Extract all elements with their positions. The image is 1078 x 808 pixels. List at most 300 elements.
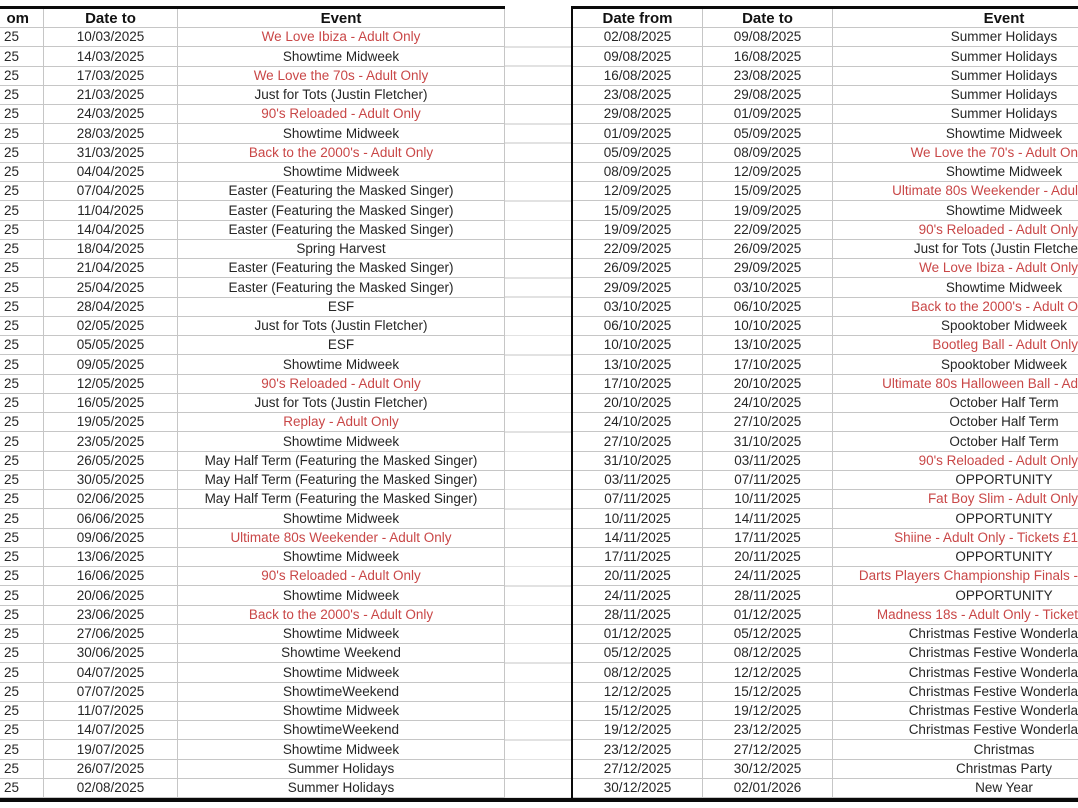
event-cell: Easter (Featuring the Masked Singer) bbox=[178, 221, 505, 240]
event-cell: October Half Term bbox=[833, 394, 1078, 413]
date-to-cell: 21/04/2025 bbox=[44, 259, 178, 278]
date-from-cell-partial: 25 bbox=[0, 317, 44, 336]
date-to-cell: 28/03/2025 bbox=[44, 124, 178, 143]
table-row bbox=[573, 567, 1078, 586]
date-from-cell: 01/12/2025 bbox=[573, 625, 703, 644]
column-header-date-from-partial: om bbox=[0, 9, 44, 28]
event-cell: Bootleg Ball - Adult Only bbox=[833, 336, 1078, 355]
date-from-cell-partial: 25 bbox=[0, 221, 44, 240]
date-to-cell: 16/05/2025 bbox=[44, 394, 178, 413]
date-from-cell-partial: 25 bbox=[0, 336, 44, 355]
event-cell: OPPORTUNITY bbox=[833, 471, 1078, 490]
date-to-cell: 14/04/2025 bbox=[44, 221, 178, 240]
event-cell: Christmas Festive Wonderla bbox=[833, 721, 1078, 740]
date-to-cell: 19/09/2025 bbox=[703, 201, 833, 220]
date-from-cell: 20/10/2025 bbox=[573, 394, 703, 413]
event-cell: 90's Reloaded - Adult Only bbox=[178, 567, 505, 586]
date-from-cell: 30/12/2025 bbox=[573, 779, 703, 798]
table-row bbox=[573, 644, 1078, 663]
date-to-cell: 26/09/2025 bbox=[703, 240, 833, 259]
table-row bbox=[0, 548, 505, 567]
table-row bbox=[573, 375, 1078, 394]
event-cell: Christmas Festive Wonderla bbox=[833, 702, 1078, 721]
event-cell: Showtime Midweek bbox=[178, 432, 505, 451]
event-cell: Showtime Midweek bbox=[178, 663, 505, 682]
date-to-cell: 07/07/2025 bbox=[44, 683, 178, 702]
empty-spreadsheet-column bbox=[505, 9, 571, 802]
column-header-event: Event bbox=[178, 9, 505, 28]
date-to-cell: 15/12/2025 bbox=[703, 683, 833, 702]
date-from-cell: 22/09/2025 bbox=[573, 240, 703, 259]
event-cell: Christmas Festive Wonderla bbox=[833, 683, 1078, 702]
date-to-cell: 17/10/2025 bbox=[703, 355, 833, 374]
date-to-cell: 30/05/2025 bbox=[44, 471, 178, 490]
date-to-cell: 14/03/2025 bbox=[44, 47, 178, 66]
table-row bbox=[573, 355, 1078, 374]
table-row bbox=[573, 432, 1078, 451]
date-to-cell: 14/07/2025 bbox=[44, 721, 178, 740]
date-from-cell: 06/10/2025 bbox=[573, 317, 703, 336]
table-row bbox=[573, 760, 1078, 779]
date-to-cell: 07/11/2025 bbox=[703, 471, 833, 490]
table-row bbox=[0, 240, 505, 259]
date-from-cell-partial: 25 bbox=[0, 394, 44, 413]
table-row bbox=[0, 394, 505, 413]
event-cell: Showtime Midweek bbox=[833, 278, 1078, 297]
date-from-cell-partial: 25 bbox=[0, 259, 44, 278]
table-row bbox=[0, 567, 505, 586]
date-to-cell: 10/11/2025 bbox=[703, 490, 833, 509]
event-cell: Christmas Festive Wonderla bbox=[833, 625, 1078, 644]
event-cell: Summer Holidays bbox=[833, 47, 1078, 66]
date-from-cell-partial: 25 bbox=[0, 606, 44, 625]
table-row bbox=[573, 144, 1078, 163]
date-from-cell-partial: 25 bbox=[0, 47, 44, 66]
table-row bbox=[0, 529, 505, 548]
date-to-cell: 02/08/2025 bbox=[44, 779, 178, 798]
date-from-cell: 03/11/2025 bbox=[573, 471, 703, 490]
table-row bbox=[573, 105, 1078, 124]
table-row bbox=[573, 509, 1078, 528]
date-to-cell: 06/06/2025 bbox=[44, 509, 178, 528]
date-to-cell: 07/04/2025 bbox=[44, 182, 178, 201]
table-row bbox=[0, 452, 505, 471]
left-table-header-row bbox=[0, 9, 505, 28]
column-header-date-to: Date to bbox=[703, 9, 833, 28]
date-to-cell: 29/08/2025 bbox=[703, 86, 833, 105]
date-to-cell: 20/06/2025 bbox=[44, 586, 178, 605]
date-to-cell: 03/11/2025 bbox=[703, 452, 833, 471]
event-cell: Showtime Midweek bbox=[178, 586, 505, 605]
date-from-cell-partial: 25 bbox=[0, 298, 44, 317]
table-row bbox=[0, 201, 505, 220]
event-cell: Easter (Featuring the Masked Singer) bbox=[178, 182, 505, 201]
event-cell: Madness 18s - Adult Only - Ticket bbox=[833, 606, 1078, 625]
left-events-table bbox=[0, 6, 505, 802]
table-row bbox=[0, 740, 505, 759]
date-from-cell: 17/10/2025 bbox=[573, 375, 703, 394]
date-to-cell: 19/12/2025 bbox=[703, 702, 833, 721]
date-to-cell: 26/07/2025 bbox=[44, 760, 178, 779]
date-from-cell-partial: 25 bbox=[0, 67, 44, 86]
event-cell: Back to the 2000's - Adult O bbox=[833, 298, 1078, 317]
event-cell: OPPORTUNITY bbox=[833, 509, 1078, 528]
date-to-cell: 30/12/2025 bbox=[703, 760, 833, 779]
date-to-cell: 08/12/2025 bbox=[703, 644, 833, 663]
table-row bbox=[0, 471, 505, 490]
date-to-cell: 02/06/2025 bbox=[44, 490, 178, 509]
date-to-cell: 19/07/2025 bbox=[44, 740, 178, 759]
event-cell: Just for Tots (Justin Fletcher) bbox=[178, 317, 505, 336]
event-cell: Showtime Midweek bbox=[178, 548, 505, 567]
date-from-cell-partial: 25 bbox=[0, 432, 44, 451]
table-row bbox=[573, 702, 1078, 721]
date-from-cell: 26/09/2025 bbox=[573, 259, 703, 278]
event-cell: October Half Term bbox=[833, 413, 1078, 432]
date-to-cell: 27/10/2025 bbox=[703, 413, 833, 432]
event-cell: Shiine - Adult Only - Tickets £1 bbox=[833, 529, 1078, 548]
event-cell: Showtime Midweek bbox=[833, 163, 1078, 182]
table-row bbox=[0, 721, 505, 740]
table-row bbox=[0, 144, 505, 163]
date-to-cell: 16/08/2025 bbox=[703, 47, 833, 66]
table-row bbox=[0, 336, 505, 355]
date-from-cell: 27/10/2025 bbox=[573, 432, 703, 451]
table-row bbox=[0, 105, 505, 124]
date-to-cell: 17/03/2025 bbox=[44, 67, 178, 86]
event-cell: October Half Term bbox=[833, 432, 1078, 451]
table-row bbox=[0, 413, 505, 432]
table-row bbox=[573, 394, 1078, 413]
event-cell: Showtime Midweek bbox=[178, 625, 505, 644]
table-row bbox=[573, 221, 1078, 240]
date-from-cell-partial: 25 bbox=[0, 375, 44, 394]
table-row bbox=[573, 683, 1078, 702]
date-to-cell: 09/08/2025 bbox=[703, 28, 833, 47]
date-to-cell: 28/11/2025 bbox=[703, 586, 833, 605]
date-from-cell-partial: 25 bbox=[0, 163, 44, 182]
event-cell: OPPORTUNITY bbox=[833, 548, 1078, 567]
column-header-date-from: Date from bbox=[573, 9, 703, 28]
date-from-cell-partial: 25 bbox=[0, 721, 44, 740]
event-cell: Back to the 2000's - Adult Only bbox=[178, 144, 505, 163]
event-cell: May Half Term (Featuring the Masked Singer) bbox=[178, 490, 505, 509]
event-cell: Showtime Midweek bbox=[178, 740, 505, 759]
event-cell: May Half Term (Featuring the Masked Singer) bbox=[178, 471, 505, 490]
table-row bbox=[573, 548, 1078, 567]
date-from-cell-partial: 25 bbox=[0, 452, 44, 471]
date-to-cell: 16/06/2025 bbox=[44, 567, 178, 586]
event-cell: Showtime Midweek bbox=[178, 47, 505, 66]
date-from-cell: 29/08/2025 bbox=[573, 105, 703, 124]
date-to-cell: 26/05/2025 bbox=[44, 452, 178, 471]
date-from-cell-partial: 25 bbox=[0, 663, 44, 682]
event-cell: Showtime Midweek bbox=[178, 355, 505, 374]
table-row bbox=[0, 182, 505, 201]
date-from-cell-partial: 25 bbox=[0, 28, 44, 47]
table-row bbox=[0, 86, 505, 105]
date-from-cell: 10/11/2025 bbox=[573, 509, 703, 528]
table-row bbox=[0, 67, 505, 86]
event-cell: Summer Holidays bbox=[178, 760, 505, 779]
date-from-cell-partial: 25 bbox=[0, 548, 44, 567]
event-cell: Christmas Festive Wonderla bbox=[833, 663, 1078, 682]
date-from-cell-partial: 25 bbox=[0, 240, 44, 259]
date-from-cell: 16/08/2025 bbox=[573, 67, 703, 86]
table-row bbox=[0, 317, 505, 336]
table-row bbox=[573, 779, 1078, 798]
right-table-header-row bbox=[573, 9, 1078, 28]
date-to-cell: 05/05/2025 bbox=[44, 336, 178, 355]
date-from-cell: 15/09/2025 bbox=[573, 201, 703, 220]
date-from-cell-partial: 25 bbox=[0, 144, 44, 163]
table-row bbox=[0, 163, 505, 182]
table-row bbox=[573, 67, 1078, 86]
table-row bbox=[0, 221, 505, 240]
date-to-cell: 11/07/2025 bbox=[44, 702, 178, 721]
event-cell: Easter (Featuring the Masked Singer) bbox=[178, 201, 505, 220]
date-to-cell: 18/04/2025 bbox=[44, 240, 178, 259]
date-from-cell: 05/09/2025 bbox=[573, 144, 703, 163]
table-row bbox=[573, 529, 1078, 548]
date-from-cell-partial: 25 bbox=[0, 702, 44, 721]
date-from-cell: 05/12/2025 bbox=[573, 644, 703, 663]
date-to-cell: 24/10/2025 bbox=[703, 394, 833, 413]
date-to-cell: 23/08/2025 bbox=[703, 67, 833, 86]
event-cell: Christmas bbox=[833, 740, 1078, 759]
date-from-cell: 17/11/2025 bbox=[573, 548, 703, 567]
table-row bbox=[0, 663, 505, 682]
date-to-cell: 13/10/2025 bbox=[703, 336, 833, 355]
date-to-cell: 15/09/2025 bbox=[703, 182, 833, 201]
date-from-cell: 28/11/2025 bbox=[573, 606, 703, 625]
date-from-cell: 31/10/2025 bbox=[573, 452, 703, 471]
event-cell: Showtime Midweek bbox=[833, 201, 1078, 220]
date-from-cell-partial: 25 bbox=[0, 201, 44, 220]
event-cell: Summer Holidays bbox=[833, 105, 1078, 124]
date-from-cell: 19/09/2025 bbox=[573, 221, 703, 240]
date-from-cell-partial: 25 bbox=[0, 105, 44, 124]
date-from-cell: 07/11/2025 bbox=[573, 490, 703, 509]
date-from-cell-partial: 25 bbox=[0, 509, 44, 528]
event-cell: ShowtimeWeekend bbox=[178, 721, 505, 740]
date-from-cell: 02/08/2025 bbox=[573, 28, 703, 47]
table-row bbox=[0, 509, 505, 528]
event-cell: We Love the 70s - Adult Only bbox=[178, 67, 505, 86]
table-row bbox=[573, 124, 1078, 143]
table-row bbox=[0, 644, 505, 663]
event-cell: 90's Reloaded - Adult Only bbox=[833, 221, 1078, 240]
event-cell: ESF bbox=[178, 298, 505, 317]
date-from-cell: 13/10/2025 bbox=[573, 355, 703, 374]
date-from-cell-partial: 25 bbox=[0, 413, 44, 432]
table-row bbox=[573, 663, 1078, 682]
date-from-cell-partial: 25 bbox=[0, 124, 44, 143]
event-cell: Ultimate 80s Halloween Ball - Ad bbox=[833, 375, 1078, 394]
date-to-cell: 19/05/2025 bbox=[44, 413, 178, 432]
event-cell: May Half Term (Featuring the Masked Singer) bbox=[178, 452, 505, 471]
table-row bbox=[0, 375, 505, 394]
table-row bbox=[573, 278, 1078, 297]
date-to-cell: 30/06/2025 bbox=[44, 644, 178, 663]
date-to-cell: 09/05/2025 bbox=[44, 355, 178, 374]
table-row bbox=[0, 124, 505, 143]
date-to-cell: 03/10/2025 bbox=[703, 278, 833, 297]
date-to-cell: 25/04/2025 bbox=[44, 278, 178, 297]
date-from-cell: 03/10/2025 bbox=[573, 298, 703, 317]
event-cell: Showtime Midweek bbox=[833, 124, 1078, 143]
date-to-cell: 12/05/2025 bbox=[44, 375, 178, 394]
date-to-cell: 05/12/2025 bbox=[703, 625, 833, 644]
date-from-cell: 12/12/2025 bbox=[573, 683, 703, 702]
event-cell: Easter (Featuring the Masked Singer) bbox=[178, 278, 505, 297]
table-row bbox=[573, 336, 1078, 355]
date-to-cell: 21/03/2025 bbox=[44, 86, 178, 105]
date-from-cell: 14/11/2025 bbox=[573, 529, 703, 548]
date-to-cell: 12/12/2025 bbox=[703, 663, 833, 682]
table-row bbox=[573, 586, 1078, 605]
date-to-cell: 10/03/2025 bbox=[44, 28, 178, 47]
date-from-cell-partial: 25 bbox=[0, 740, 44, 759]
date-to-cell: 08/09/2025 bbox=[703, 144, 833, 163]
table-row bbox=[0, 47, 505, 66]
date-to-cell: 04/04/2025 bbox=[44, 163, 178, 182]
table-row bbox=[0, 355, 505, 374]
date-to-cell: 20/11/2025 bbox=[703, 548, 833, 567]
event-cell: 90's Reloaded - Adult Only bbox=[833, 452, 1078, 471]
date-from-cell: 20/11/2025 bbox=[573, 567, 703, 586]
event-cell: Summer Holidays bbox=[833, 86, 1078, 105]
event-cell: Back to the 2000's - Adult Only bbox=[178, 606, 505, 625]
event-cell: Ultimate 80s Weekender - Adult Only bbox=[178, 529, 505, 548]
date-to-cell: 23/06/2025 bbox=[44, 606, 178, 625]
date-to-cell: 01/12/2025 bbox=[703, 606, 833, 625]
event-cell: ESF bbox=[178, 336, 505, 355]
event-cell: 90's Reloaded - Adult Only bbox=[178, 105, 505, 124]
date-from-cell: 15/12/2025 bbox=[573, 702, 703, 721]
event-cell: Showtime Midweek bbox=[178, 163, 505, 182]
date-to-cell: 23/12/2025 bbox=[703, 721, 833, 740]
date-from-cell-partial: 25 bbox=[0, 567, 44, 586]
table-row bbox=[573, 490, 1078, 509]
table-row bbox=[573, 471, 1078, 490]
date-to-cell: 27/06/2025 bbox=[44, 625, 178, 644]
column-header-date-to: Date to bbox=[44, 9, 178, 28]
event-cell: Showtime Midweek bbox=[178, 509, 505, 528]
event-cell: Easter (Featuring the Masked Singer) bbox=[178, 259, 505, 278]
date-from-cell-partial: 25 bbox=[0, 490, 44, 509]
table-row bbox=[0, 586, 505, 605]
date-from-cell: 27/12/2025 bbox=[573, 760, 703, 779]
date-to-cell: 02/01/2026 bbox=[703, 779, 833, 798]
date-from-cell: 08/12/2025 bbox=[573, 663, 703, 682]
table-row bbox=[573, 625, 1078, 644]
column-header-event: Event bbox=[833, 9, 1078, 28]
date-from-cell: 23/12/2025 bbox=[573, 740, 703, 759]
date-to-cell: 04/07/2025 bbox=[44, 663, 178, 682]
date-from-cell: 08/09/2025 bbox=[573, 163, 703, 182]
table-row bbox=[573, 47, 1078, 66]
date-from-cell-partial: 25 bbox=[0, 586, 44, 605]
date-from-cell-partial: 25 bbox=[0, 779, 44, 798]
date-to-cell: 14/11/2025 bbox=[703, 509, 833, 528]
event-cell: Christmas Festive Wonderla bbox=[833, 644, 1078, 663]
right-table-body bbox=[573, 28, 1078, 798]
date-to-cell: 10/10/2025 bbox=[703, 317, 833, 336]
date-to-cell: 27/12/2025 bbox=[703, 740, 833, 759]
date-to-cell: 31/10/2025 bbox=[703, 432, 833, 451]
date-to-cell: 28/04/2025 bbox=[44, 298, 178, 317]
date-from-cell-partial: 25 bbox=[0, 471, 44, 490]
event-cell: We Love Ibiza - Adult Only bbox=[833, 259, 1078, 278]
date-to-cell: 23/05/2025 bbox=[44, 432, 178, 451]
table-row bbox=[0, 625, 505, 644]
date-to-cell: 20/10/2025 bbox=[703, 375, 833, 394]
date-from-cell-partial: 25 bbox=[0, 760, 44, 779]
date-from-cell: 12/09/2025 bbox=[573, 182, 703, 201]
table-row bbox=[573, 606, 1078, 625]
table-row bbox=[0, 278, 505, 297]
event-cell: ShowtimeWeekend bbox=[178, 683, 505, 702]
date-from-cell-partial: 25 bbox=[0, 625, 44, 644]
date-from-cell-partial: 25 bbox=[0, 683, 44, 702]
event-cell: Showtime Midweek bbox=[178, 702, 505, 721]
table-row bbox=[573, 317, 1078, 336]
table-row bbox=[0, 298, 505, 317]
event-cell: Replay - Adult Only bbox=[178, 413, 505, 432]
date-from-cell: 29/09/2025 bbox=[573, 278, 703, 297]
event-cell: OPPORTUNITY bbox=[833, 586, 1078, 605]
table-row bbox=[573, 740, 1078, 759]
table-row bbox=[573, 240, 1078, 259]
date-to-cell: 06/10/2025 bbox=[703, 298, 833, 317]
event-cell: Summer Holidays bbox=[178, 779, 505, 798]
event-cell: We Love the 70's - Adult On bbox=[833, 144, 1078, 163]
date-from-cell: 24/11/2025 bbox=[573, 586, 703, 605]
date-from-cell: 01/09/2025 bbox=[573, 124, 703, 143]
event-cell: Fat Boy Slim - Adult Only bbox=[833, 490, 1078, 509]
date-from-cell-partial: 25 bbox=[0, 644, 44, 663]
event-cell: Showtime Weekend bbox=[178, 644, 505, 663]
event-cell: New Year bbox=[833, 779, 1078, 798]
table-row bbox=[573, 721, 1078, 740]
event-cell: We Love Ibiza - Adult Only bbox=[178, 28, 505, 47]
date-from-cell: 23/08/2025 bbox=[573, 86, 703, 105]
event-cell: Spooktober Midweek bbox=[833, 317, 1078, 336]
table-row bbox=[0, 683, 505, 702]
event-cell: Just for Tots (Justin Fletcher) bbox=[178, 86, 505, 105]
date-to-cell: 24/03/2025 bbox=[44, 105, 178, 124]
date-from-cell-partial: 25 bbox=[0, 278, 44, 297]
table-row bbox=[573, 201, 1078, 220]
table-row bbox=[0, 490, 505, 509]
date-from-cell: 24/10/2025 bbox=[573, 413, 703, 432]
date-to-cell: 05/09/2025 bbox=[703, 124, 833, 143]
event-cell: Just for Tots (Justin Fletcher) bbox=[178, 394, 505, 413]
table-row bbox=[0, 606, 505, 625]
date-to-cell: 22/09/2025 bbox=[703, 221, 833, 240]
date-to-cell: 09/06/2025 bbox=[44, 529, 178, 548]
event-cell: 90's Reloaded - Adult Only bbox=[178, 375, 505, 394]
date-from-cell-partial: 25 bbox=[0, 529, 44, 548]
table-row bbox=[573, 452, 1078, 471]
table-row bbox=[0, 779, 505, 798]
event-cell: Just for Tots (Justin Fletche bbox=[833, 240, 1078, 259]
event-cell: Christmas Party bbox=[833, 760, 1078, 779]
date-to-cell: 24/11/2025 bbox=[703, 567, 833, 586]
event-cell: Spooktober Midweek bbox=[833, 355, 1078, 374]
date-from-cell: 09/08/2025 bbox=[573, 47, 703, 66]
